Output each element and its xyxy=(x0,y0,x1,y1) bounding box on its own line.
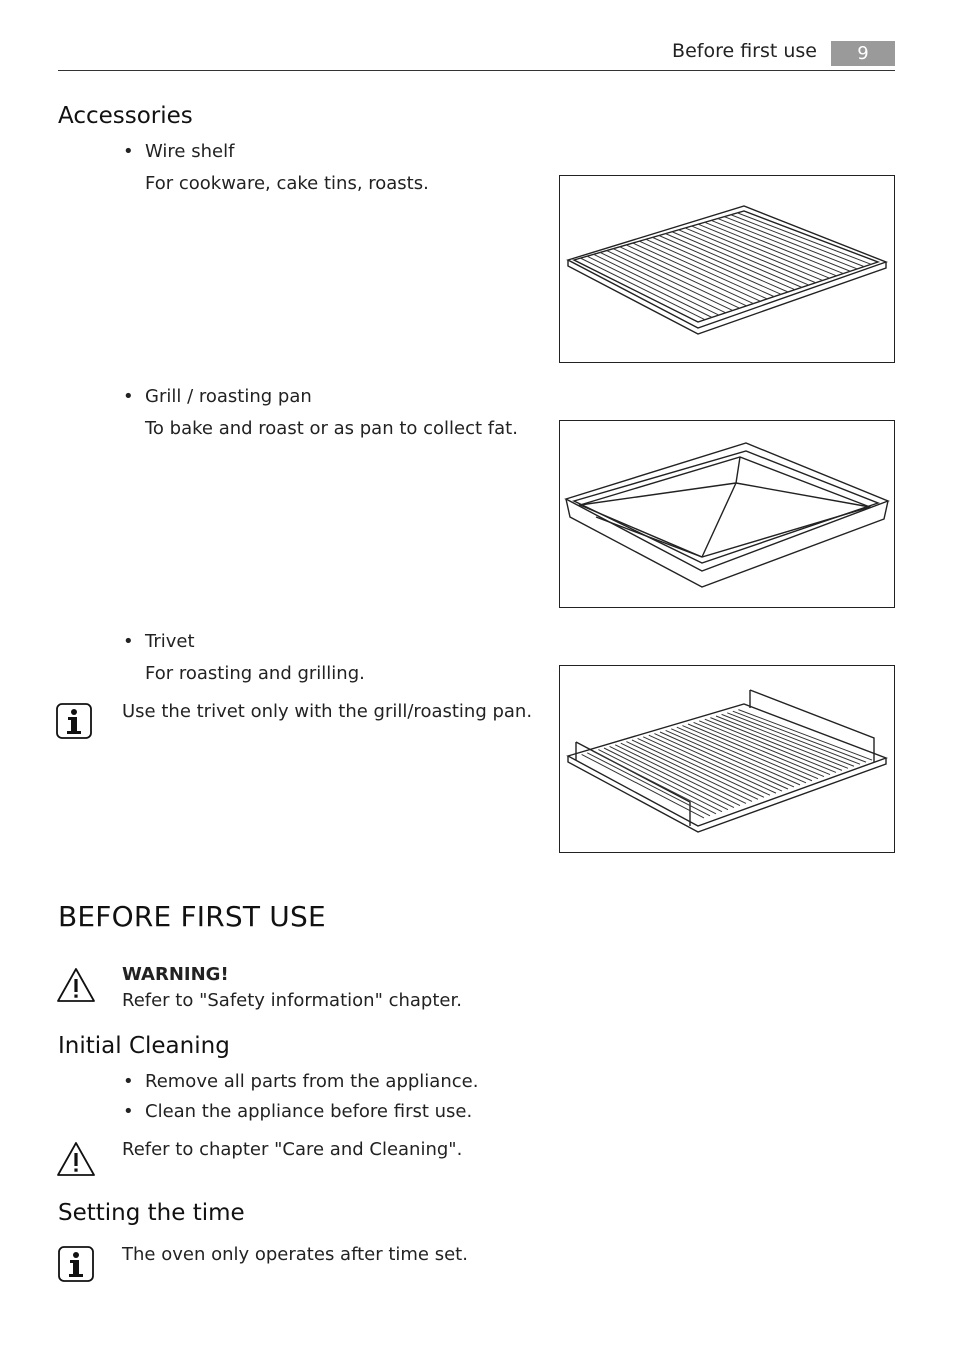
info-icon xyxy=(56,703,92,739)
warning-label: WARNING! xyxy=(122,964,229,985)
trivet-note: Use the trivet only with the grill/roasting pan. xyxy=(122,701,533,722)
chapter-heading: BEFORE FIRST USE xyxy=(58,900,326,933)
page-number-badge: 9 xyxy=(831,41,895,66)
wire-shelf-illustration xyxy=(559,175,895,363)
info-icon xyxy=(58,1246,94,1282)
roasting-pan-description: To bake and roast or as pan to collect fat. xyxy=(145,418,518,439)
accessories-heading: Accessories xyxy=(58,103,193,129)
running-header: Before first use xyxy=(672,40,817,62)
warning-text: Refer to "Safety information" chapter. xyxy=(122,990,462,1011)
wire-shelf-description: For cookware, cake tins, roasts. xyxy=(145,173,429,194)
roasting-pan-illustration xyxy=(559,420,895,608)
setting-time-note: The oven only operates after time set. xyxy=(122,1244,468,1265)
trivet-illustration xyxy=(559,665,895,853)
roasting-pan-label: • Grill / roasting pan xyxy=(145,386,312,407)
caution-icon xyxy=(56,1141,96,1177)
trivet-description: For roasting and grilling. xyxy=(145,663,365,684)
cleaning-step: • Clean the appliance before first use. xyxy=(145,1101,472,1122)
initial-cleaning-heading: Initial Cleaning xyxy=(58,1033,230,1059)
trivet-label: • Trivet xyxy=(145,631,195,652)
warning-icon xyxy=(56,967,96,1003)
header-rule xyxy=(58,70,895,71)
cleaning-step: • Remove all parts from the appliance. xyxy=(145,1071,478,1092)
setting-time-heading: Setting the time xyxy=(58,1200,245,1226)
wire-shelf-label: • Wire shelf xyxy=(145,141,234,162)
caution-text: Refer to chapter "Care and Cleaning". xyxy=(122,1139,463,1160)
